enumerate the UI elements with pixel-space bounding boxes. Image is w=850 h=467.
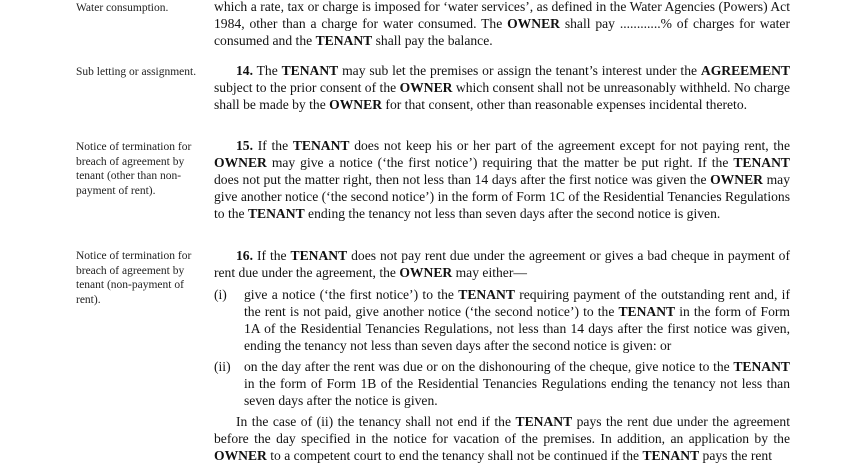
tenant-term: TENANT — [618, 303, 676, 319]
margin-note-water-consumption: Water consumption. — [76, 2, 169, 14]
clause-text: may give another notice (‘the second notice’) in the form of Form 1C of the Residential Tenancies Regulations to the — [214, 171, 790, 221]
subclause-label: (i) — [214, 287, 227, 302]
clause-13-continuation — [214, 0, 790, 50]
clause-15 — [214, 138, 790, 223]
clause-number: 16. — [236, 248, 253, 263]
clause-text: in the form of Form 1A of the Residential Tenancies Regulations, not less than 14 days after the first notice was given, ending the tenancy not less than seven days after the second notice is given: or — [244, 303, 790, 353]
tenant-term: TENANT — [733, 154, 790, 170]
margin-note-sub-letting: Sub letting or assignment. — [76, 66, 197, 78]
clause-text: If the — [253, 138, 293, 153]
clause-text: requiring payment of the outstanding rent and, if the rent is not paid, give another notice (‘the second notice’) to the — [244, 287, 790, 319]
clause-text: pays the rent due under the agreement before the day specified in the notice for vacation of the premises. In addition, an application by the — [214, 414, 790, 446]
clause-16-conclusion — [214, 414, 790, 465]
clause-16 — [214, 248, 790, 282]
clause-text: If the — [253, 248, 291, 263]
clause-14 — [214, 63, 790, 114]
clause-text: pays the rent — [699, 447, 772, 463]
subclause-label: (ii) — [214, 359, 231, 374]
owner-term: OWNER — [214, 154, 267, 170]
clause-number: 14. — [236, 63, 253, 78]
clause-text: which consent shall not be unreasonably withheld. No charge shall be made by the — [214, 79, 791, 112]
clause-text: give a notice (‘the first notice’) to the — [244, 287, 459, 302]
clause-text: ending the tenancy not less than seven days after the second notice is given. — [304, 205, 721, 221]
clause-text: to a competent court to end the tenancy shall not be continued if the — [266, 447, 643, 463]
owner-term: OWNER — [329, 96, 383, 112]
subclause-i — [214, 287, 790, 355]
owner-term: OWNER — [214, 447, 267, 463]
tenant-term: TENANT — [292, 138, 350, 153]
clause-text: In the case of (ii) the tenancy shall not end if the — [236, 414, 516, 429]
clause-text: may give a notice (‘the first notice’) requiring that the matter be put right. If the — [266, 154, 734, 170]
clause-text: does not keep his or her part of the agreement except for not paying rent, the — [349, 138, 790, 153]
clause-13-text: shall pay the balance. — [372, 32, 493, 48]
clause-text: does not pay rent due under the agreement or gives a bad cheque in payment of rent due under the agreement, the — [214, 248, 790, 280]
clause-number: 15. — [236, 138, 253, 153]
tenant-term: TENANT — [642, 447, 700, 463]
clause-text: may either— — [452, 264, 527, 280]
owner-term: OWNER — [399, 79, 453, 95]
owner-term: OWNER — [507, 15, 560, 31]
clause-13-line: which a rate, tax or charge is imposed for ‘water services’, as defined in the Water Agencies (Powers) — [214, 0, 768, 14]
owner-term: OWNER — [399, 264, 453, 280]
owner-term: OWNER — [710, 171, 763, 187]
subclause-ii — [214, 359, 790, 410]
tenant-term: TENANT — [515, 414, 573, 429]
tenant-term: TENANT — [733, 359, 790, 374]
clause-13-text: consumed and the — [214, 32, 316, 48]
margin-note-termination-breach: Notice of termination for breach of agreement by tenant (other than non-payment of rent). — [76, 141, 192, 197]
tenant-term: TENANT — [281, 63, 339, 78]
clause-13-text: Act 1984, other than a charge for water consumed. The — [214, 0, 790, 31]
clause-text: subject to the prior consent of the — [214, 79, 400, 95]
clause-text: on the day after the rent was due or on the dishonouring of the cheque, give notice to the — [244, 359, 734, 374]
margin-note-termination-nonpayment: Notice of termination for breach of agreement by tenant (non-payment of rent). — [76, 250, 192, 306]
tenant-term: TENANT — [290, 248, 348, 263]
agreement-term: AGREEMENT — [700, 63, 791, 78]
clause-text: The — [253, 63, 282, 78]
clause-text: in the form of Form 1B of the Residential Tenancies Regulations ending the tenancy not less than seven days after the notice is given. — [244, 375, 790, 408]
subclause-text — [244, 287, 790, 355]
clause-text: for that consent, other than reasonable expenses incidental thereto. — [382, 96, 748, 112]
clause-13-text: shall pay ............% of charges for water — [559, 15, 790, 31]
tenant-term: TENANT — [458, 287, 515, 302]
clause-text: does not put the matter right, then not less than 14 days after the first notice was given the — [214, 171, 711, 187]
clause-text: may sub let the premises or assign the tenant’s interest under the — [338, 63, 701, 78]
tenant-term: TENANT — [315, 32, 373, 48]
tenant-term: TENANT — [247, 205, 305, 221]
subclause-text — [244, 359, 790, 410]
